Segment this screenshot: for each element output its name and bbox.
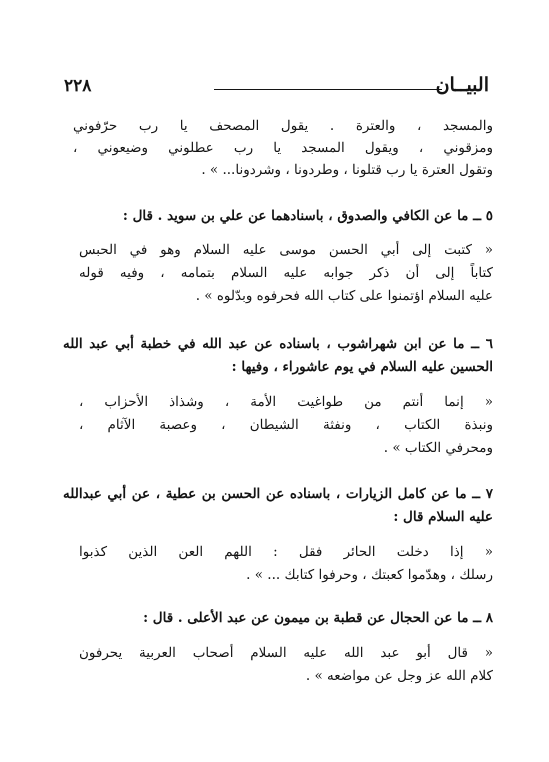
quote-line: كتاباً إلى أن ذكر جوابه عليه السلام بتمامه ، وفيه قوله xyxy=(79,265,493,281)
intro-line: وتقول العترة يا رب قتلونا ، وطردونا ، وشردونا... » . xyxy=(201,162,493,178)
header-rule xyxy=(214,89,442,90)
quote-line: ومحرفي الكتاب » . xyxy=(383,440,493,456)
quote-line: عليه السلام اؤتمنوا على كتاب الله فحرفوه وبدّلوه » . xyxy=(195,288,493,304)
section-heading: الحسين عليه السلام في يوم عاشوراء ، وفيها : xyxy=(231,359,493,375)
running-title: البيــان xyxy=(435,74,489,96)
quote-line: كلام الله عز وجل عن مواضعه » . xyxy=(305,668,493,684)
quote-line: « إنما أنتم من طواغيت الأمة ، وشذاذ الأحزاب ، xyxy=(79,394,493,410)
section-heading: ٥ ــ ما عن الكافي والصدوق ، باسنادهما عن علي بن سويد . قال : xyxy=(122,208,493,224)
quote-line: ونبذة الكتاب ، ونفثة الشيطان ، وعصبة الآثام ، xyxy=(79,417,493,433)
section-heading: عليه السلام قال : xyxy=(393,509,493,525)
quote-line: « كتبت إلى أبي الحسن موسى عليه السلام وهو في الحبس xyxy=(79,242,493,258)
page-header xyxy=(64,76,489,100)
page-number: ٢٢٨ xyxy=(64,76,92,96)
intro-line: ومزقوني ، ويقول المسجد يا رب عطلوني وضيعوني ، xyxy=(73,140,493,156)
quote-line: « إذا دخلت الحائر فقل : اللهم العن الذين كذبوا xyxy=(79,544,493,560)
section-heading: ٨ ــ ما عن الحجال عن قطبة بن ميمون عن عبد الأعلى . قال : xyxy=(143,610,493,626)
section-heading: ٧ ــ ما عن كامل الزيارات ، باسناده عن الحسن بن عطية ، عن أبي عبدالله xyxy=(63,486,493,502)
quote-line: رسلك ، وهدّموا كعبتك ، وحرفوا كتابك ... » . xyxy=(246,567,493,583)
section-heading: ٦ ــ ما عن ابن شهراشوب ، باسناده عن عبد الله في خطبة أبي عبد الله xyxy=(63,336,493,352)
intro-line: والمسجد ، والعترة . يقول المصحف يا رب حرّفوني xyxy=(73,118,493,134)
quote-line: « قال أبو عبد الله عليه السلام أصحاب العربية يحرفون xyxy=(79,645,493,661)
